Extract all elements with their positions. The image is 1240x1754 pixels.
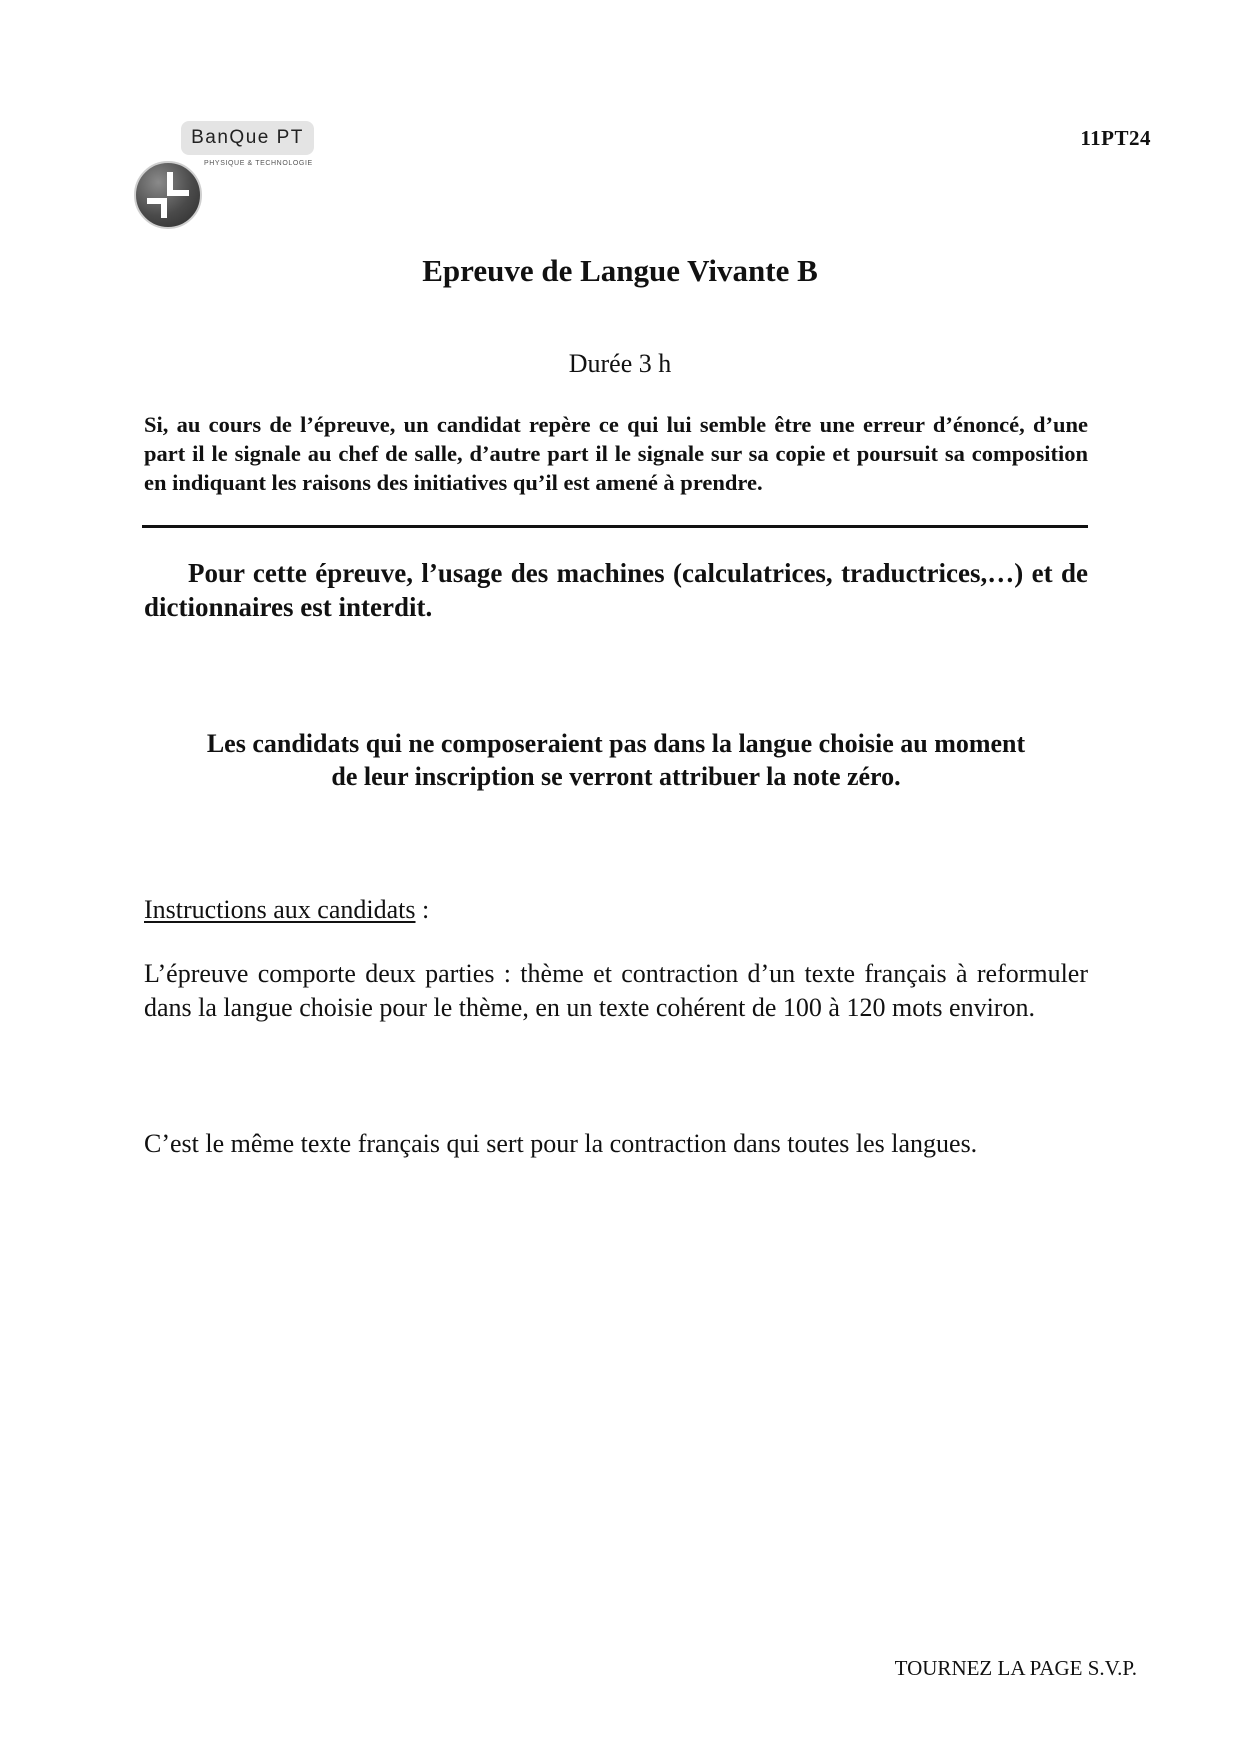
document-code: 11PT24 — [1080, 126, 1151, 150]
instructions-same-text-paragraph: C’est le même texte français qui sert pour la contraction dans toutes les langues. — [144, 1129, 978, 1158]
page-title: Epreuve de Langue Vivante B — [422, 253, 818, 288]
usage-notice: Pour cette épreuve, l’usage des machines (calculatrices, traductrices,…) et de dictionnaires est interdit. — [144, 558, 1088, 622]
language-warning-line-2: de leur inscription se verront attribuer la note zéro. — [331, 762, 901, 791]
instructions-paragraph: L’épreuve comporte deux parties : thème et contraction d’un texte français à reformuler dans la langue choisie pour le thème, en un texte cohérent de 100 à 120 mots environ. — [144, 959, 1088, 1022]
error-notice: Si, au cours de l’épreuve, un candidat repère ce qui lui semble être une erreur d’énoncé, d’une part il le signale au chef de salle, d’autre part il le signale sur sa copie et poursuit sa composition en indiquant les raisons des initiatives qu’il est amené à prendre. — [144, 412, 1088, 495]
instructions-heading — [144, 895, 1088, 925]
logo-emblem-icon — [134, 161, 202, 229]
instructions-heading-text: Instructions aux candidats — [144, 895, 416, 924]
language-warning-line-1: Les candidats qui ne composeraient pas dans la langue choisie au moment — [206, 729, 1026, 758]
horizontal-divider — [142, 525, 1088, 528]
instructions-heading-colon: : — [415, 895, 430, 924]
banque-pt-logo — [134, 121, 324, 231]
turn-page-footer: TOURNEZ LA PAGE S.V.P. — [894, 1656, 1137, 1680]
logo-wordmark: BanQue PT — [181, 121, 314, 155]
language-warning — [144, 727, 1088, 793]
exam-duration: Durée 3 h — [568, 349, 672, 378]
logo-tagline: PHYSIQUE & TECHNOLOGIE — [204, 160, 313, 167]
